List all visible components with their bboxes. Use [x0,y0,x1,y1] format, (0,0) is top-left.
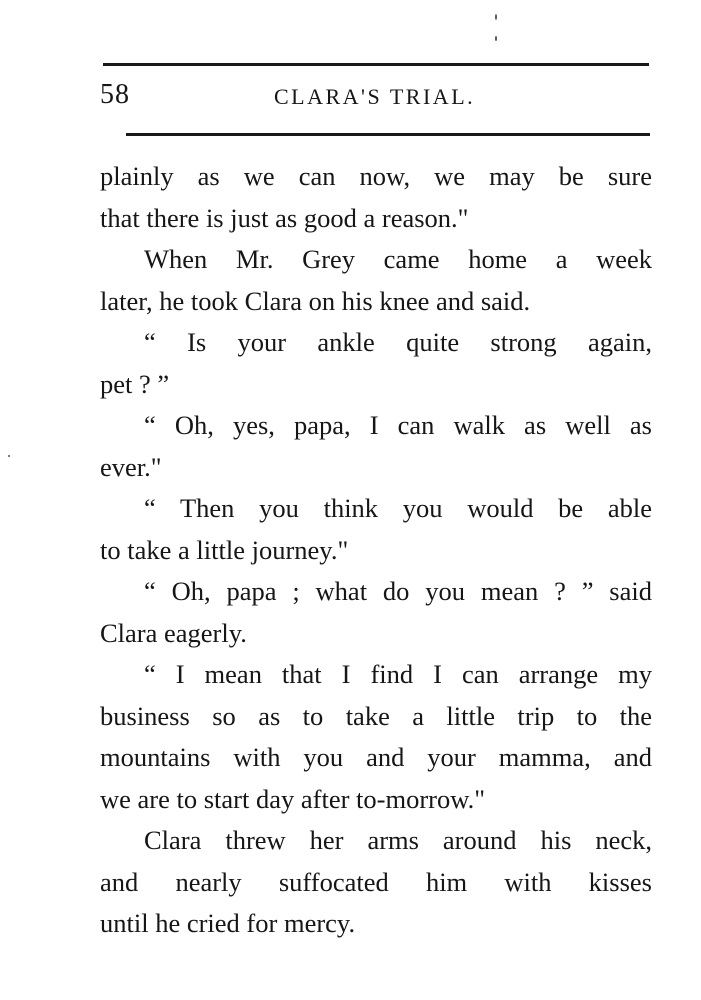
text-line: Clara threw her arms around his neck, [144,825,652,855]
text-line: until he cried for mercy. [100,908,356,938]
print-speck [495,14,497,20]
text-line: pet ? ” [100,368,170,399]
header-rule-top [103,63,649,66]
running-title: CLARA'S TRIAL. [274,84,476,109]
print-speck [495,36,497,41]
text-line: plainly as we can now, we may be sure [100,161,652,191]
page-number: 58 [100,79,130,110]
body-text [100,156,652,945]
text-line: “ Is your ankle quite strong again, [144,327,652,357]
text-line: ever." [100,451,162,482]
text-line: and nearly suffocated him with kisses [100,866,652,897]
text-line: we are to start day after to-morrow." [100,783,486,814]
text-line: that there is just as good a reason." [100,202,469,233]
text-line: Clara eagerly. [100,617,247,648]
text-line: “ I mean that I find I can arrange my [144,659,652,689]
text-line: “ Oh, yes, papa, I can walk as well as [144,410,652,440]
text-line: business so as to take a little trip to the [100,700,652,731]
text-line: “ Oh, papa ; what do you mean ? ” said [144,576,652,606]
print-speck [8,455,10,457]
text-line: to take a little journey." [100,534,349,565]
text-line: When Mr. Grey came home a week [144,244,652,274]
text-line: later, he took Clara on his knee and said. [100,285,531,316]
text-line: “ Then you think you would be able [144,493,652,523]
page-header [100,77,650,117]
header-rule-bottom [126,133,650,136]
text-line: mountains with you and your mamma, and [100,742,652,772]
